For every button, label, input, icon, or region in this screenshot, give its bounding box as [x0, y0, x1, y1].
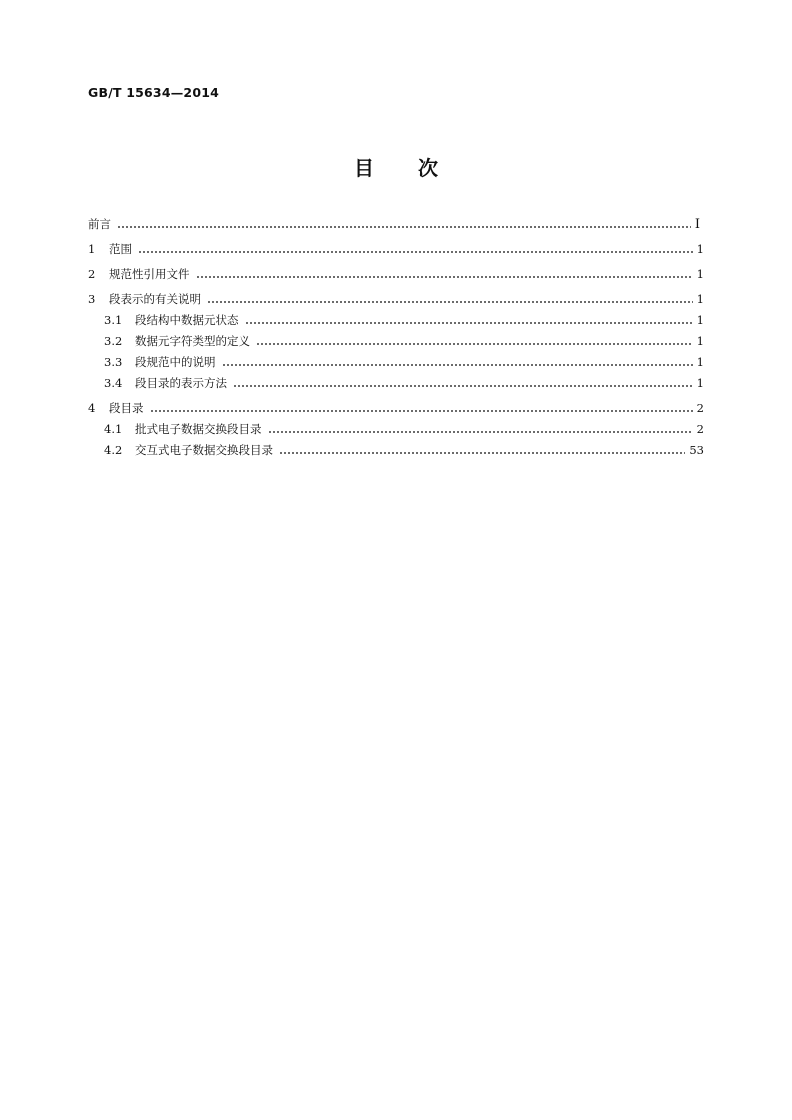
toc-entry-page: 1: [696, 292, 704, 306]
toc-entry-label: 段表示的有关说明: [109, 292, 201, 306]
toc-entry-number: 2: [88, 267, 96, 281]
toc-entry-number: 3.2: [104, 334, 123, 348]
toc-entry-label: 范围: [109, 242, 132, 256]
toc-entry-page: 2: [696, 422, 704, 436]
table-of-contents: [88, 216, 704, 463]
toc-entry-number: 3.3: [104, 355, 123, 369]
toc-entry-4-1[interactable]: [88, 421, 704, 442]
toc-entry-label: 前言: [88, 217, 111, 231]
toc-entry-label: 数据元字符类型的定义: [135, 334, 250, 348]
toc-entry-number: 3.4: [104, 376, 123, 390]
standard-number: GB/T 15634—2014: [88, 85, 220, 100]
page-title: [0, 152, 792, 181]
title-char-1: 目: [354, 156, 374, 180]
title-char-2: 次: [418, 156, 438, 180]
dot-leader: [222, 356, 693, 366]
toc-entry-page: 1: [696, 313, 704, 327]
toc-entry-page: 1: [696, 242, 704, 256]
dot-leader: [150, 402, 693, 412]
toc-entry-foreword[interactable]: [88, 216, 704, 237]
toc-entry-number: 3.1: [104, 313, 123, 327]
toc-entry-number: 4: [88, 401, 96, 415]
toc-entry-page: 1: [696, 376, 704, 390]
toc-entry-3-1[interactable]: [88, 312, 704, 333]
toc-entry-number: 4.2: [104, 443, 123, 457]
toc-entry-3-3[interactable]: [88, 354, 704, 375]
toc-entry-label: 段目录: [109, 401, 144, 415]
toc-entry-page: 53: [689, 443, 704, 457]
toc-entry-4-2[interactable]: [88, 442, 704, 463]
toc-entry-label: 交互式电子数据交换段目录: [135, 443, 273, 457]
dot-leader: [233, 377, 693, 387]
toc-entry-2[interactable]: [88, 266, 704, 287]
toc-entry-label: 段结构中数据元状态: [135, 313, 239, 327]
dot-leader: [245, 314, 693, 324]
toc-entry-page: Ⅰ: [694, 217, 700, 232]
toc-entry-number: 1: [88, 242, 96, 256]
toc-entry-page: 1: [696, 355, 704, 369]
dot-leader: [196, 268, 693, 278]
toc-entry-page: 2: [696, 401, 704, 415]
toc-entry-label: 段规范中的说明: [135, 355, 216, 369]
toc-entry-1[interactable]: [88, 241, 704, 262]
toc-entry-4[interactable]: [88, 400, 704, 421]
dot-leader: [207, 293, 693, 303]
dot-leader: [279, 444, 685, 454]
toc-entry-3-4[interactable]: [88, 375, 704, 396]
toc-entry-number: 4.1: [104, 422, 123, 436]
toc-entry-page: 1: [696, 334, 704, 348]
toc-entry-label: 批式电子数据交换段目录: [135, 422, 262, 436]
toc-entry-3-2[interactable]: [88, 333, 704, 354]
toc-entry-3[interactable]: [88, 291, 704, 312]
dot-leader: [117, 218, 691, 228]
dot-leader: [256, 335, 693, 345]
toc-entry-number: 3: [88, 292, 96, 306]
toc-entry-page: 1: [696, 267, 704, 281]
dot-leader: [268, 423, 693, 433]
toc-entry-label: 规范性引用文件: [109, 267, 190, 281]
dot-leader: [138, 243, 693, 253]
toc-entry-label: 段目录的表示方法: [135, 376, 227, 390]
